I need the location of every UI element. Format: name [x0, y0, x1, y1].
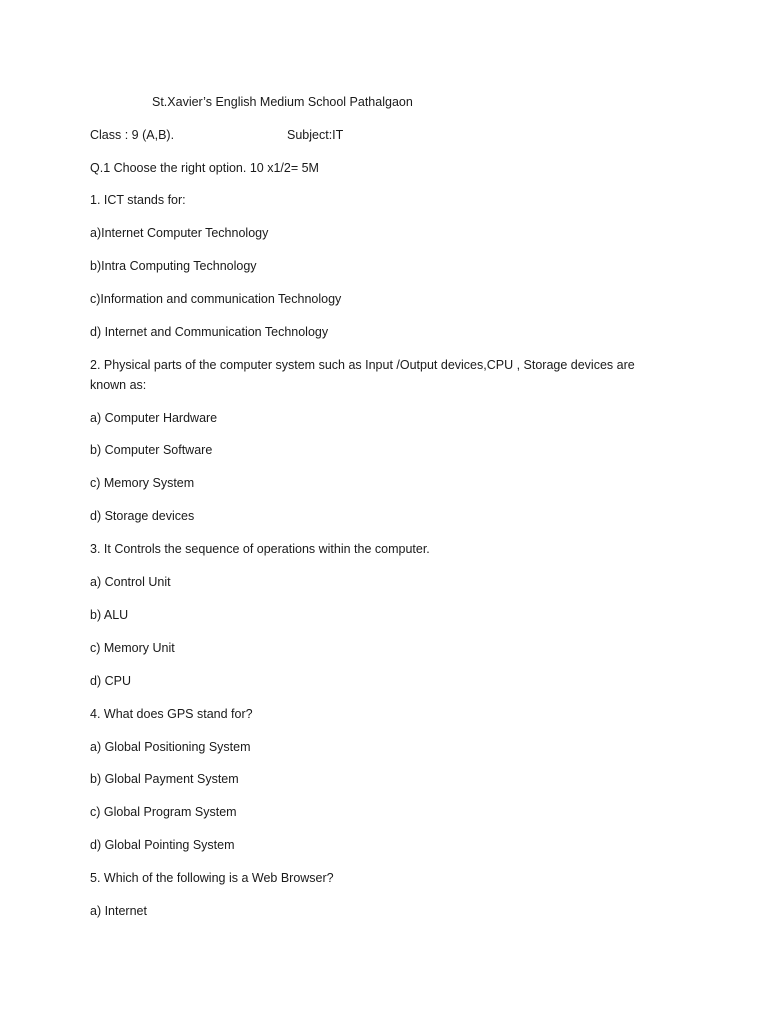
- option: d) Internet and Communication Technology: [90, 325, 329, 339]
- option: b) ALU: [90, 608, 129, 622]
- question-text: 5. Which of the following is a Web Browser?: [90, 871, 334, 885]
- option: c)Information and communication Technology: [90, 292, 342, 306]
- option: d) Storage devices: [90, 509, 195, 523]
- option: b)Intra Computing Technology: [90, 259, 257, 273]
- option: c) Global Program System: [90, 805, 237, 819]
- class-label: Class : 9 (A,B).: [90, 128, 175, 142]
- question-text: 4. What does GPS stand for?: [90, 707, 253, 721]
- option: a) Internet: [90, 904, 147, 918]
- option: b) Global Payment System: [90, 772, 239, 786]
- question-text: 3. It Controls the sequence of operations within the computer.: [90, 542, 430, 556]
- question-text: 2. Physical parts of the computer system such as Input /Output devices,CPU , Storage devices are known as:: [90, 358, 635, 392]
- option: c) Memory System: [90, 476, 195, 490]
- option: a) Control Unit: [90, 575, 171, 589]
- option: d) Global Pointing System: [90, 838, 235, 852]
- section-title: Q.1 Choose the right option. 10 x1/2= 5M: [90, 161, 319, 175]
- question-text: 1. ICT stands for:: [90, 193, 186, 207]
- option: a) Computer Hardware: [90, 411, 218, 425]
- option: d) CPU: [90, 674, 131, 688]
- school-name: St.Xavier’s English Medium School Pathalgaon: [152, 95, 413, 109]
- option: c) Memory Unit: [90, 641, 175, 655]
- option: b) Computer Software: [90, 443, 213, 457]
- option: a)Internet Computer Technology: [90, 226, 269, 240]
- subject-label: Subject:IT: [287, 128, 344, 142]
- option: a) Global Positioning System: [90, 740, 251, 754]
